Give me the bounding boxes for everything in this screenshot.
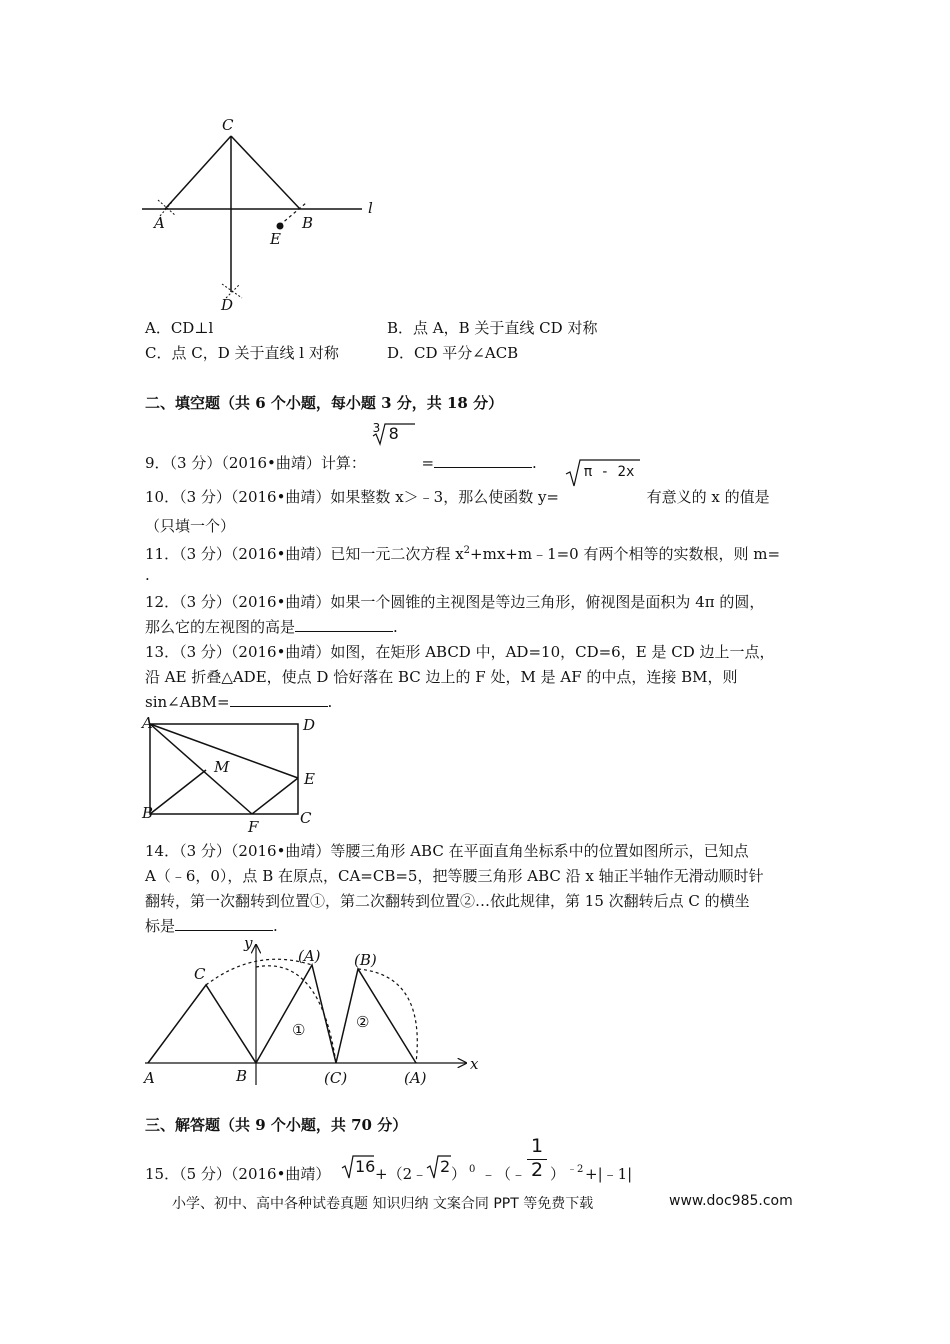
q14-text: 标是 (145, 917, 176, 935)
q14-figure (140, 935, 490, 1090)
label-a: A (154, 214, 165, 232)
q9-period: . (532, 454, 537, 472)
q14-line2: A（﹣6，0），点 B 在原点，CA=CB=5，把等腰三角形 ABC 沿 x 轴正半轴作无滑动顺时针 (145, 867, 764, 885)
label-d: D (303, 716, 316, 734)
label-a: A (144, 1069, 155, 1087)
q14-line1: 14．（3 分）（2016•曲靖）等腰三角形 ABC 在平面直角坐标系中的位置如图所示，已知点 (145, 842, 749, 860)
q9-equals: = (421, 454, 435, 472)
q10-line1 (145, 464, 770, 507)
q15-p4: ） (550, 1165, 566, 1183)
q9-blank (434, 453, 532, 468)
q8-option-b: B．点 A，B 关于直线 CD 对称 (387, 319, 598, 337)
point-e (277, 223, 284, 230)
q8-option-c: C．点 C，D 关于直线 l 对称 (145, 344, 339, 362)
label-f: F (248, 818, 259, 836)
arc-path-2 (256, 966, 336, 1063)
segment-bm (150, 770, 206, 814)
q14-period: . (273, 917, 278, 935)
q11-text-a: 11．（3 分）（2016•曲靖）已知一元二次方程 x (145, 545, 464, 563)
q13-line2: 沿 AE 折叠△ADE，使点 D 恰好落在 BC 边上的 F 处，M 是 AF 的中点，连接 BM，则 (145, 668, 738, 686)
q15-p2: ） (451, 1165, 467, 1183)
label-b: B (142, 804, 154, 822)
q15-sqrt16 (341, 1154, 375, 1178)
q11-line1 (145, 541, 780, 564)
q15-fraction (527, 1136, 549, 1182)
circled-2: ② (356, 1013, 370, 1031)
q9-prefix: 9．（3 分）（2016•曲靖）计算： (145, 454, 366, 472)
q15-num: 1 (531, 1135, 544, 1157)
q8-option-a: A．CD⊥l (145, 319, 214, 337)
label-y: y (244, 935, 253, 952)
label-c: C (194, 965, 206, 983)
q12-blank (295, 617, 393, 632)
q10-prefix: 10．（3 分）（2016•曲靖）如果整数 x＞﹣3，那么使函数 y= (145, 488, 560, 506)
q14-line4 (145, 916, 278, 936)
segment-cb (231, 136, 300, 209)
q13-line1: 13．（3 分）（2016•曲靖）如图，在矩形 ABCD 中，AD=10，CD=6，E 是 CD 边上一点， (145, 643, 775, 661)
q12-text: 那么它的左视图的高是 (145, 618, 296, 636)
label-e: E (304, 770, 315, 788)
label-c1: (C) (324, 1069, 348, 1087)
q10-sqrt (564, 464, 642, 502)
segment-ef (252, 778, 298, 814)
q15-r1: 16 (355, 1157, 376, 1176)
q12-line2 (145, 617, 398, 637)
label-a: A (142, 714, 153, 732)
footer-url[interactable]: www.doc985.com (669, 1193, 793, 1209)
q10-radicand: π - 2x (583, 464, 635, 480)
q11-text-b: +mx+m﹣1=0 有两个相等的实数根，则 m= (470, 545, 781, 563)
label-b: B (302, 214, 314, 232)
q12-line1: 12．（3 分）（2016•曲靖）如果一个圆锥的主视图是等边三角形，俯视图是面积为 4π 的圆， (145, 593, 765, 611)
segment-af (150, 724, 252, 814)
label-m: M (214, 758, 230, 776)
q15-exp2: ﹣2 (567, 1164, 584, 1175)
label-b1: (B) (354, 951, 377, 969)
q11-line2: . (145, 566, 150, 584)
q9 (145, 420, 537, 472)
q11-sup: 2 (463, 545, 471, 556)
label-x: x (470, 1055, 479, 1073)
arc-path-1 (206, 959, 312, 985)
q13-figure (140, 712, 330, 837)
q14-blank (175, 916, 273, 931)
q15-prefix: 15．（5 分）（2016•曲靖） (145, 1165, 331, 1183)
q8-figure (140, 112, 390, 317)
triangle-abc (148, 985, 256, 1063)
q10-suffix: 有意义的 x 的值是 (646, 488, 770, 506)
section3-title: 三、解答题（共 9 个小题，共 70 分） (145, 1116, 408, 1134)
label-e: E (270, 230, 281, 248)
q15-p5: +|﹣1| (585, 1165, 633, 1183)
q14-line3: 翻转，第一次翻转到位置①，第二次翻转到位置②…依此规律，第 15 次翻转后点 C 的横坐 (145, 892, 750, 910)
label-a2: (A) (404, 1069, 427, 1087)
q15-den: 2 (531, 1159, 544, 1181)
q12-period: . (393, 618, 398, 636)
label-d: D (221, 296, 234, 314)
q13-period: . (327, 693, 333, 711)
label-a1: (A) (298, 947, 321, 965)
segment-ca (165, 136, 231, 209)
section2-title: 二、填空题（共 6 个小题，每小题 3 分，共 18 分） (145, 394, 504, 412)
q10-line2: （只填一个） (145, 517, 236, 535)
q15-exp0: 0 (469, 1164, 476, 1175)
q15-p1: +（2﹣ (375, 1165, 428, 1183)
label-b: B (236, 1067, 248, 1085)
q15-p3: ﹣（﹣ (481, 1165, 527, 1183)
q15-sqrt2 (426, 1154, 452, 1178)
q13-line3 (145, 692, 332, 712)
q13-text: sin∠ABM= (145, 693, 230, 711)
q13-blank (230, 692, 328, 707)
q9-cube-root (371, 420, 417, 452)
label-c: C (300, 809, 312, 827)
footer-text: 小学、初中、高中各种试卷真题 知识归纳 文案合同 PPT 等免费下载 (172, 1196, 594, 1212)
q8-option-d: D．CD 平分∠ACB (387, 344, 519, 362)
label-c: C (222, 116, 234, 134)
triangle-pos2 (336, 969, 416, 1063)
label-l: l (368, 199, 373, 217)
q9-root-index: 3 (372, 421, 381, 435)
circled-1: ① (292, 1021, 306, 1039)
q9-radicand: 8 (388, 424, 399, 443)
q15-r2: 2 (440, 1157, 451, 1176)
